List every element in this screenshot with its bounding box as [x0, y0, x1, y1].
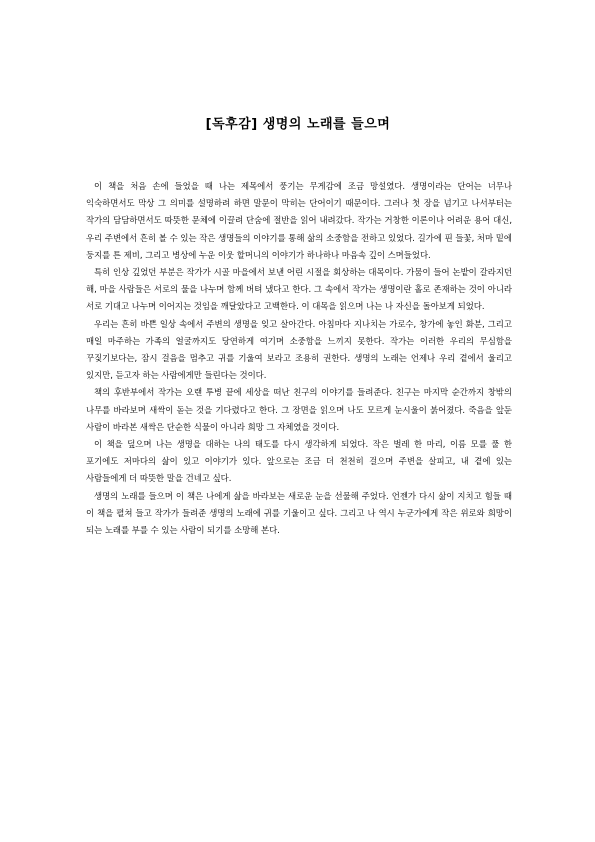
paragraph-4: 책의 후반부에서 작가는 오랜 투병 끝에 세상을 떠난 친구의 이야기를 들려준다. 친구는 마지막 순간까지 창밖의 나무를 바라보며 새싹이 돋는 것을 기다렸다고 한다. 그 장면을 읽으며 나도 모르게 눈시울이 붉어졌다. 죽음을 앞둔 사람이 바라본 새싹은 단순한 식물이 아니라 희망 그 자체였을 것이다. — [86, 387, 512, 432]
paragraph-3: 우리는 흔히 바쁜 일상 속에서 주변의 생명을 잊고 살아간다. 아침마다 지나치는 가로수, 창가에 놓인 화분, 그리고 매일 마주하는 가족의 얼굴까지도 당연하게 여기며 소중함을 느끼지 못한다. 작가는 이러한 우리의 무심함을 꾸짖기보다는, 잠시 걸음을 멈추고 귀를 기울여 보라고 조용히 권한다. 생명의 노래는 언제나 우리 곁에서 울리고 있지만, 듣고자 하는 사람에게만 들린다는 것이다. — [86, 318, 512, 381]
document-title: [독후감] 생명의 노래를 들으며 — [205, 117, 391, 132]
paragraph-6: 생명의 노래를 들으며 이 책은 나에게 삶을 바라보는 새로운 눈을 선물해 주었다. 언젠가 다시 삶이 지치고 힘들 때 이 책을 펼쳐 들고 작가가 들려준 생명의 노래에 귀를 기울이고 싶다. 그리고 나 역시 누군가에게 작은 위로와 희망이 되는 노래를 부를 수 있는 사람이 되기를 소망해 본다. — [86, 490, 512, 536]
paragraph-1: 이 책을 처음 손에 들었을 때 나는 제목에서 풍기는 무게감에 조금 망설였다. 생명이라는 단어는 너무나 익숙하면서도 막상 그 의미를 설명하려 하면 말문이 막히는 단어이기 때문이다. 그러나 첫 장을 넘기고 나서부터는 작가의 담담하면서도 따뜻한 문체에 이끌려 단숨에 절반을 읽어 내려갔다. 작가는 거창한 이론이나 어려운 용어 대신, 우리 주변에서 흔히 볼 수 있는 작은 생명들의 이야기를 통해 삶의 소중함을 전하고 있었다. 길가에 핀 들꽃, 처마 밑에 둥지를 튼 제비, 그리고 병상에 누운 이웃 할머니의 이야기가 하나하나 마음속 깊이 스며들었다. — [86, 181, 512, 260]
paragraph-5: 이 책을 덮으며 나는 생명을 대하는 나의 태도를 다시 생각하게 되었다. 작은 벌레 한 마리, 이름 모를 풀 한 포기에도 저마다의 삶이 있고 이야기가 있다. 앞으로는 조금 더 천천히 걸으며 주변을 살피고, 내 곁에 있는 사람들에게 더 따뜻한 말을 건네고 싶다. — [86, 439, 512, 484]
paragraph-2: 특히 인상 깊었던 부분은 작가가 시골 마을에서 보낸 어린 시절을 회상하는 대목이다. 가뭄이 들어 논밭이 갈라지던 해, 마을 사람들은 서로의 물을 나누며 함께 버텨 냈다고 한다. 그 속에서 작가는 생명이란 홀로 존재하는 것이 아니라 서로 기대고 나누며 이어지는 것임을 깨달았다고 고백한다. 이 대목을 읽으며 나는 나 자신을 돌아보게 되었다. — [86, 267, 512, 312]
document-body — [86, 178, 512, 539]
